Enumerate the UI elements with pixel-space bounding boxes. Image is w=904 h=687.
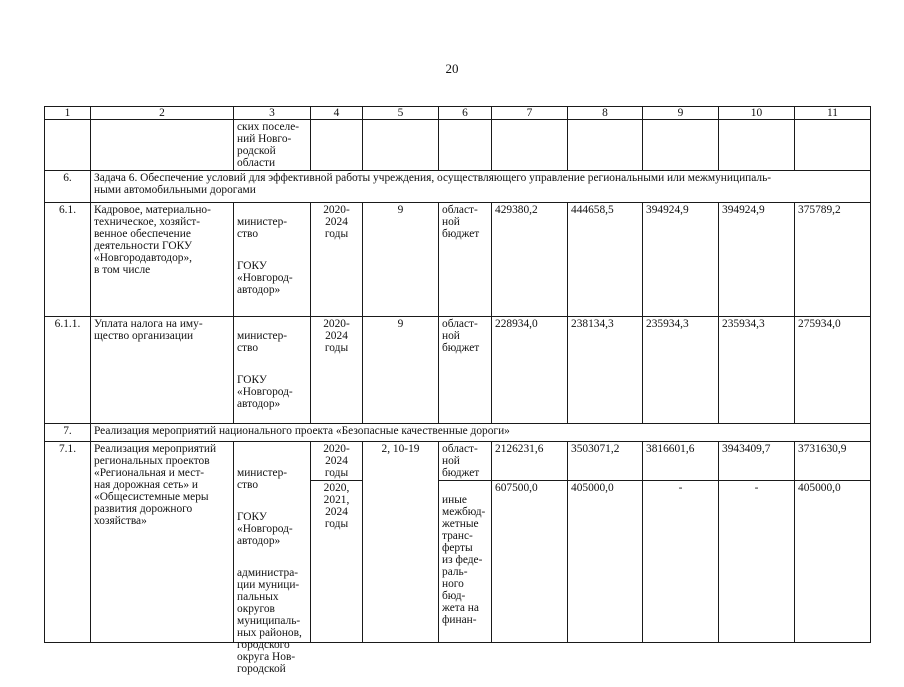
value-cell: 394924,9 xyxy=(643,203,719,317)
value-cell: 235934,3 xyxy=(719,317,795,424)
header-cell: 9 xyxy=(643,107,719,120)
program-table xyxy=(44,106,871,675)
header-cell: 8 xyxy=(568,107,643,120)
row-number: 6. xyxy=(45,171,91,203)
value-cell: 405000,0 xyxy=(795,481,871,643)
source-cell xyxy=(439,481,492,643)
period-cell: 2020, 2021, 2024 годы xyxy=(311,481,363,643)
value-cell: 429380,2 xyxy=(492,203,568,317)
executor-goku: ГОКУ «Новгород- автодор» xyxy=(237,260,293,296)
executor-cell xyxy=(234,317,311,424)
source-cell: област- ной бюджет xyxy=(439,317,492,424)
table-row xyxy=(45,203,871,317)
header-cell: 6 xyxy=(439,107,492,120)
row-number: 7.1. xyxy=(45,442,91,643)
source-text: иные межбюд- жетные транс- ферты из феде- раль- ного бюд- жета на финан- xyxy=(442,494,486,626)
header-cell: 7 xyxy=(492,107,568,120)
header-cell: 5 xyxy=(363,107,439,120)
value-cell: 375789,2 xyxy=(795,203,871,317)
header-cell: 2 xyxy=(91,107,234,120)
source-cell: област- ной бюджет xyxy=(439,203,492,317)
row-number: 6.1. xyxy=(45,203,91,317)
carry-over-row xyxy=(45,120,871,171)
header-row xyxy=(45,107,871,120)
executor-ministry: министер- ство xyxy=(237,330,288,354)
header-cell: 4 xyxy=(311,107,363,120)
row-number: 6.1.1. xyxy=(45,317,91,424)
value-cell: 275934,0 xyxy=(795,317,871,424)
value-cell: 607500,0 xyxy=(492,481,568,643)
value-cell: 3731630,9 xyxy=(795,442,871,481)
row-number: 7. xyxy=(45,424,91,442)
executor-cell xyxy=(234,203,311,317)
value-cell: 444658,5 xyxy=(568,203,643,317)
target-cell: 2, 10-19 xyxy=(363,442,439,643)
value-cell: 405000,0 xyxy=(568,481,643,643)
task-row xyxy=(45,171,871,203)
table-row xyxy=(45,442,871,481)
table-row xyxy=(45,317,871,424)
source-cell: област- ной бюджет xyxy=(439,442,492,481)
value-cell: 3816601,6 xyxy=(643,442,719,481)
executor-goku: ГОКУ «Новгород- автодор» xyxy=(237,511,293,547)
period-cell: 2020- 2024 годы xyxy=(311,203,363,317)
activity-name: Реализация мероприятий региональных проектов «Региональная и мест- ная дорожная сеть» и «Общесистемные меры развития дорожного хозяйства» xyxy=(91,442,234,643)
target-cell: 9 xyxy=(363,203,439,317)
value-cell: 228934,0 xyxy=(492,317,568,424)
header-cell: 10 xyxy=(719,107,795,120)
activity-name: Уплата налога на иму- щество организации xyxy=(91,317,234,424)
section-title: Реализация мероприятий национального проекта «Безопасные качественные дороги» xyxy=(91,424,871,442)
activity-name: Кадровое, материально- техническое, хозяйст- венное обеспечение деятельности ГОКУ «Новгородавтодор», в том числе xyxy=(91,203,234,317)
executor-ministry: министер- ство xyxy=(237,216,288,240)
executor-cell: ских поселе- ний Новго- родской области xyxy=(234,120,311,171)
period-cell: 2020- 2024 годы xyxy=(311,442,363,481)
executor-goku: ГОКУ «Новгород- автодор» xyxy=(237,374,293,410)
header-cell: 3 xyxy=(234,107,311,120)
value-cell: 2126231,6 xyxy=(492,442,568,481)
header-cell: 1 xyxy=(45,107,91,120)
value-cell: 394924,9 xyxy=(719,203,795,317)
header-cell: 11 xyxy=(795,107,871,120)
section-row xyxy=(45,424,871,442)
target-cell: 9 xyxy=(363,317,439,424)
executor-ministry: министер- ство xyxy=(237,467,288,491)
value-cell: 3503071,2 xyxy=(568,442,643,481)
value-cell: 3943409,7 xyxy=(719,442,795,481)
value-cell: 238134,3 xyxy=(568,317,643,424)
page-number: 20 xyxy=(445,61,459,76)
value-cell: - xyxy=(643,481,719,643)
executor-cell xyxy=(234,442,311,675)
value-cell: - xyxy=(719,481,795,643)
task-title: Задача 6. Обеспечение условий для эффективной работы учреждения, осуществляющего управление региональными или межмуниципаль- ными автомобильными дорогами xyxy=(91,171,871,203)
period-cell: 2020- 2024 годы xyxy=(311,317,363,424)
value-cell: 235934,3 xyxy=(643,317,719,424)
executor-municipal: администра- ции муници- пальных округов муниципаль- ных районов, городского округа Нов- городской xyxy=(237,567,302,675)
